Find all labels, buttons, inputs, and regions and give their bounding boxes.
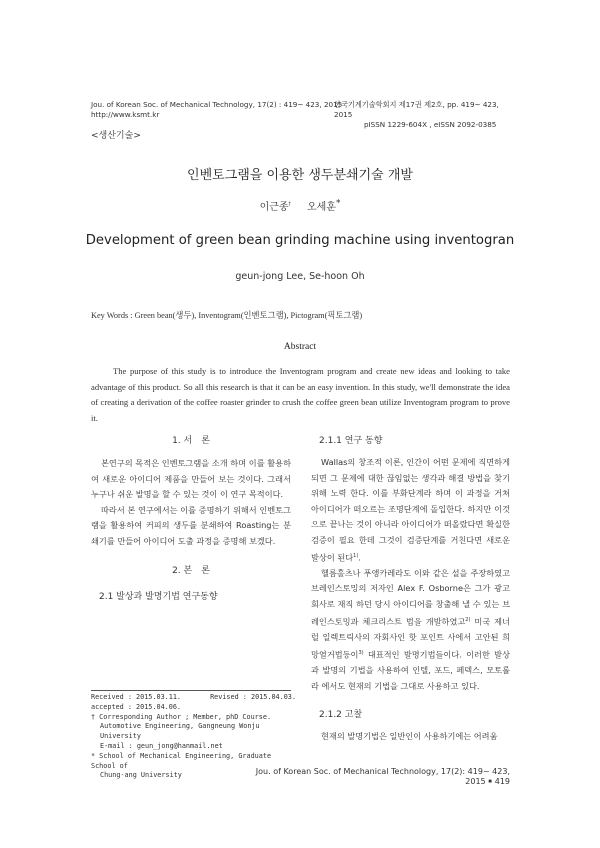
intro-paragraph-2: 따라서 본 연구에서는 이를 증명하기 위해서 인벤토그램을 활용하여 커피의 생두를 분쇄하여 Roasting는 분쇄기를 만들어 아이디어 도출 과정을 증명해 보겠다. [91,504,291,546]
intro-paragraph-1: 본연구의 목적은 인벤토그램을 소개 하며 이를 활용하여 새로운 아이디어 제품을 만들어 보는 것이다. 그래서 누구나 쉬운 발명을 할 수 있는 것이 이 연구 목적이다. [91,458,291,500]
revised-date: Revised : 2015.04.03. [210,693,296,701]
footnote-divider [91,690,291,691]
right-column [311,433,510,745]
section-1-heading: 1. 서 론 [172,436,210,446]
research-trend-paragraph-2: 헬름홀츠나 푸앵카레라도 이와 같은 설을 주장하였고 브레인스토밍의 저자인 Alex F. Osborne은 그가 광고회사로 재직 하던 당시 아이디어를 창출해 낼 수 있는 브레인스토밍과 체크리스트 법을 개발하였고$^{2)}$ 미국 제너럴 일렉트릭사의 자회사인 핫 포인트 사에서 고안된 희망열거법등이$^{3)}$ 대표적인 발명기법들이다. 이러한 발상과 발명의 기법을 사용하여 인텔, 포드, 페덱스, 모토롤라 에서도 현재의 기법을 그대로 사용하고 있다. [311,567,510,691]
section-2-heading: 2. 본 론 [172,565,210,576]
corresponding-author: † Corresponding Author ; Member, phD Course. [91,712,272,721]
author-2-mark: * [335,198,341,209]
authors-korean [0,198,600,213]
journal-url[interactable]: http://www.ksmt.kr [91,110,160,119]
section-2-1-2-heading: 2.1.2 고찰 [319,710,363,721]
discussion-paragraph: 현재의 발명기법은 일반인이 사용하기에는 어려움 [321,731,498,742]
title-korean: 인벤토그램을 이용한 생두분쇄기술 개발 [187,168,413,183]
reference-2: 2) [465,616,471,623]
category-label: <생산기술> [91,131,141,141]
journal-issn [334,100,510,130]
authors-english: geun-jong Lee, Se-hoon Oh [235,271,365,282]
journal-citation-line1: Jou. of Korean Soc. of Mechanical Technology, 17(2) : 419~ 423, 2015 [91,100,343,109]
reference-1: 1) [353,552,359,559]
coauthor-affiliation: * School of Mechanical Engineering, Graduate School of [91,751,272,770]
corresponding-email: E-mail : geun_jong@hanmail.net [100,741,223,750]
journal-issue-kr: 한국기계기술학회지 제17권 제2호, pp. 419~ 423, 2015 [334,100,499,119]
keywords: Key Words : Green bean(생두), Inventogram(인벤토그램), Pictogram(픽토그램) [91,311,363,320]
section-2-1-heading: 2.1 발상과 발명기법 연구동향 [99,591,218,602]
page-footer: Jou. of Korean Soc. of Mechanical Technology, 17(2): 419~ 423, 2015 ￭ 419 [255,767,510,786]
section-2-1-1-heading: 2.1.1 연구 동향 [319,436,383,446]
author-1-mark: † [288,201,292,208]
left-column [91,433,291,602]
accepted-date: accepted : 2015.04.06. [91,702,182,711]
author-1: 이근종 [259,202,289,213]
corresponding-affiliation: Automotive Engineering, Gangneung Wonju University [100,722,260,741]
research-trend-paragraph-1: Wallas의 창조적 이론, 인간이 어떤 문제에 직면하게 되면 그 문제에 대한 끊임없는 생각과 해결 방법을 찾기 위해 노력 한다. 이를 부화단계라 하며 이 과정을 거쳐 아이디어가 떠오르는 조명단계에 돌입한다. 하지만 이것으로 끝나는 것이 아니라 아이디어가 떠올랐다면 확실한 검증이 필요 한데 그것이 검증단계를 거친다면 새로운 발상이 된다$^{1)}$. [311,457,510,563]
journal-issn-line: pISSN 1229-604X , eISSN 2092-0385 [364,120,497,129]
author-2: 오세훈 [306,202,336,213]
reference-3: 3) [358,649,364,656]
coauthor-affiliation-2: Chung-ang University [100,771,182,780]
title-english: Development of green bean grinding machine using inventogran [85,233,515,248]
received-date: Received : 2015.03.11. [91,693,182,701]
abstract-text: The purpose of this study is to introduce the Inventogram program and create new ideas and looking to take advantage of this product. So all this research is that it can be an easy invention. In this study, we'll demonstrate the idea of creating a derivation of the coffee roaster grinder to crush the coffee green bean utilize Inventogram program to prove it. [91,366,510,423]
journal-citation [91,100,342,120]
abstract-heading: Abstract [283,342,317,352]
